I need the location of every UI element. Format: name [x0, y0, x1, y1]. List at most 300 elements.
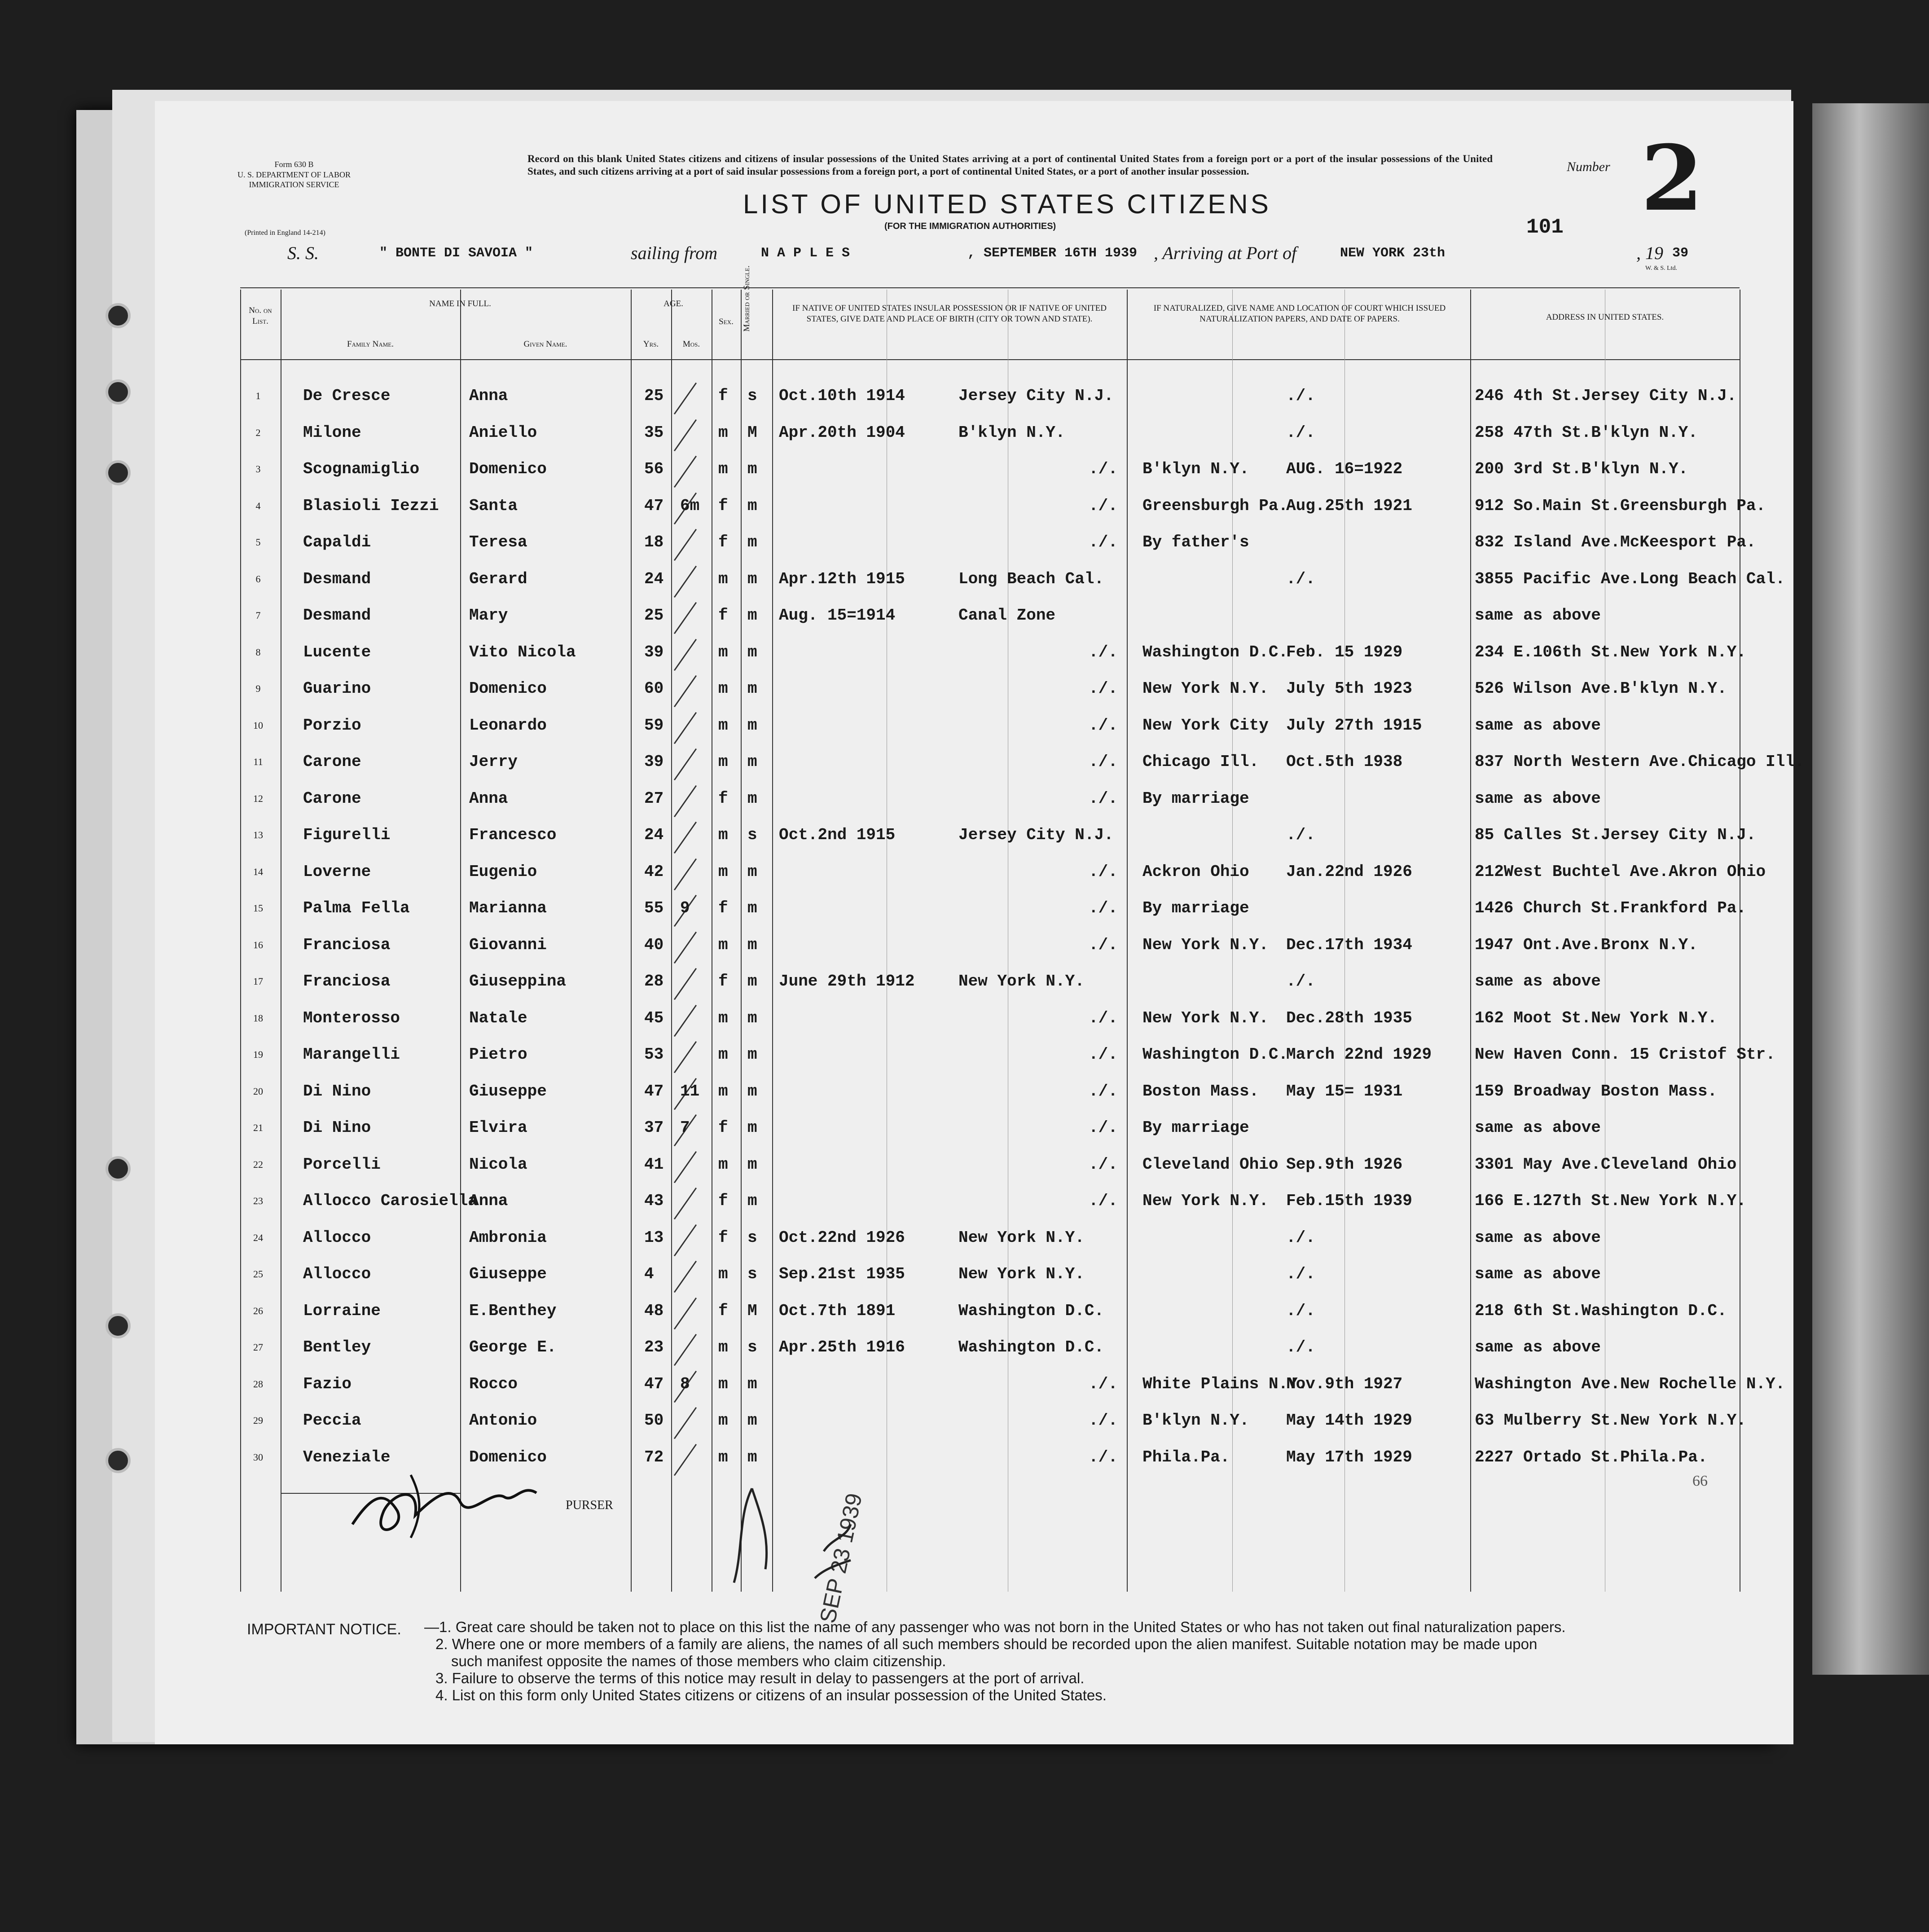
court-location: White Plains N.Y. — [1142, 1374, 1308, 1393]
table-row — [155, 1262, 1793, 1299]
row-number: 4 — [255, 500, 261, 511]
given-name: Giuseppe — [469, 1082, 547, 1100]
given-name: Natale — [469, 1008, 527, 1027]
table-top-rule — [240, 287, 1740, 288]
marital-status: m — [747, 1192, 757, 1210]
address: 162 Moot St.New York N.Y. — [1475, 1008, 1718, 1027]
court-location: Ackron Ohio — [1142, 862, 1249, 881]
birth-date: Oct.2nd 1915 — [779, 826, 896, 844]
purser-label: PURSER — [566, 1498, 613, 1512]
naturalization-date: Dec.28th 1935 — [1286, 1008, 1412, 1027]
naturalization-date: May 14th 1929 — [1286, 1411, 1412, 1430]
table-row — [155, 1299, 1793, 1336]
table-row — [155, 896, 1793, 933]
age-years: 47 — [644, 1082, 664, 1100]
check-slash — [674, 712, 697, 744]
marital-status: M — [747, 423, 757, 442]
sex: m — [718, 1008, 728, 1027]
naturalization-date: July 27th 1915 — [1286, 716, 1422, 735]
sex: m — [718, 753, 728, 771]
row-number: 12 — [253, 792, 263, 804]
row-number: 1 — [255, 390, 261, 401]
marital-status: m — [747, 716, 757, 735]
marital-status: m — [747, 1045, 757, 1064]
check-slash — [674, 529, 697, 561]
marital-status: s — [747, 1228, 757, 1247]
naturalization-date: Feb.15th 1939 — [1286, 1192, 1412, 1210]
age-years: 47 — [644, 496, 664, 515]
given-name: Domenico — [469, 679, 547, 698]
row-number: 15 — [253, 902, 263, 914]
page-subtitle: (FOR THE IMMIGRATION AUTHORITIES) — [884, 221, 1056, 231]
address: New Haven Conn. 15 Cristof Str. — [1475, 1045, 1775, 1064]
marital-status: m — [747, 899, 757, 917]
table-row — [155, 713, 1793, 750]
ditto-mark: ./. — [1089, 1192, 1118, 1210]
marital-status: m — [747, 1448, 757, 1466]
col-sex: Sex. — [719, 317, 734, 326]
page-number: 66 — [1692, 1473, 1708, 1489]
given-name: Giuseppina — [469, 972, 567, 990]
address: 1426 Church St.Frankford Pa. — [1475, 899, 1746, 917]
given-name: Pietro — [469, 1045, 527, 1064]
naturalization-date: ./. — [1286, 387, 1315, 405]
family-name: Marangelli — [303, 1045, 400, 1064]
notice-2: 2. Where one or more members of a family are aliens, the names of all such members should be recorded upon the alien manifest. Suitable notation may be made upon — [435, 1636, 1538, 1652]
sex: m — [718, 569, 728, 588]
ditto-mark: ./. — [1089, 1155, 1118, 1174]
row-number: 14 — [253, 866, 263, 877]
age-years: 23 — [644, 1338, 664, 1356]
table-row — [155, 1153, 1793, 1189]
given-name: Eugenio — [469, 862, 537, 881]
address: 85 Calles St.Jersey City N.J. — [1475, 826, 1756, 844]
ship-name: " BONTE DI SAVOIA " — [379, 246, 533, 261]
birth-place: Washington D.C. — [958, 1338, 1104, 1356]
family-name: Porcelli — [303, 1155, 381, 1174]
year-label: , 19 — [1636, 243, 1663, 263]
inspector-initials — [716, 1461, 864, 1592]
given-name: Jerry — [469, 753, 518, 771]
sex: m — [718, 716, 728, 735]
row-number: 3 — [255, 463, 261, 475]
naturalization-date: Dec.17th 1934 — [1286, 935, 1412, 954]
check-slash — [674, 858, 697, 890]
binder-hole — [105, 460, 131, 485]
ditto-mark: ./. — [1089, 716, 1118, 735]
row-number: 18 — [253, 1012, 263, 1024]
marital-status: s — [747, 1265, 757, 1283]
row-number: 23 — [253, 1195, 263, 1206]
address: 526 Wilson Ave.B'klyn N.Y. — [1475, 679, 1727, 698]
check-slash — [674, 822, 697, 854]
address: 246 4th St.Jersey City N.J. — [1475, 387, 1737, 405]
marital-status: s — [747, 826, 757, 844]
family-name: Guarino — [303, 679, 371, 698]
sex: m — [718, 826, 728, 844]
ditto-mark: ./. — [1089, 1374, 1118, 1393]
sex: m — [718, 935, 728, 954]
table-row — [155, 969, 1793, 1006]
ditto-mark: ./. — [1089, 753, 1118, 771]
sex: m — [718, 1411, 728, 1430]
family-name: Bentley — [303, 1338, 371, 1356]
table-row — [155, 1335, 1793, 1372]
col-address: ADDRESS IN UNITED STATES. — [1546, 312, 1664, 322]
address: 832 Island Ave.McKeesport Pa. — [1475, 533, 1756, 551]
court-location: New York City — [1142, 716, 1269, 735]
row-number: 30 — [253, 1451, 263, 1463]
address: same as above — [1475, 1338, 1601, 1356]
marital-status: m — [747, 679, 757, 698]
address: same as above — [1475, 1118, 1601, 1137]
check-slash — [674, 675, 697, 707]
row-number: 19 — [253, 1049, 263, 1060]
family-name: Franciosa — [303, 935, 391, 954]
sex: m — [718, 423, 728, 442]
sex: f — [718, 972, 728, 990]
given-name: Domenico — [469, 1448, 547, 1466]
sex: f — [718, 1118, 728, 1137]
ship-prefix: S. S. — [287, 243, 319, 263]
row-number: 7 — [255, 610, 261, 621]
address: 159 Broadway Boston Mass. — [1475, 1082, 1718, 1100]
check-slash — [674, 1334, 697, 1366]
sex: f — [718, 606, 728, 625]
year-value: 39 — [1672, 246, 1689, 261]
row-number: 24 — [253, 1232, 263, 1243]
address: same as above — [1475, 1228, 1601, 1247]
birth-date: Apr.20th 1904 — [779, 423, 905, 442]
check-slash — [674, 1443, 697, 1475]
given-name: Vito Nicola — [469, 643, 576, 661]
service: IMMIGRATION SERVICE — [249, 180, 339, 189]
naturalization-date: ./. — [1286, 972, 1315, 990]
given-name: Mary — [469, 606, 508, 625]
check-slash — [674, 565, 697, 597]
age-years: 4 — [644, 1265, 654, 1283]
birth-place: Washington D.C. — [958, 1301, 1104, 1320]
col-age: AGE. — [664, 299, 683, 308]
check-slash — [674, 1297, 697, 1329]
age-months: 7 — [680, 1118, 690, 1137]
age-years: 45 — [644, 1008, 664, 1027]
sex: f — [718, 1228, 728, 1247]
table-row — [155, 750, 1805, 787]
sex: m — [718, 1448, 728, 1466]
address: 1947 Ont.Ave.Bronx N.Y. — [1475, 935, 1698, 954]
table-row — [155, 1043, 1793, 1079]
marital-status: m — [747, 789, 757, 808]
naturalization-date: Jan.22nd 1926 — [1286, 862, 1412, 881]
family-name: Scognamiglio — [303, 460, 420, 478]
age-years: 72 — [644, 1448, 664, 1466]
sex: m — [718, 1082, 728, 1100]
birth-date: Oct.10th 1914 — [779, 387, 905, 405]
family-name: Palma Fella — [303, 899, 410, 917]
court-location: Boston Mass. — [1142, 1082, 1259, 1100]
age-years: 24 — [644, 569, 664, 588]
notice-4: 4. List on this form only United States citizens or citizens of an insular possession of the United States. — [435, 1687, 1107, 1703]
given-name: Aniello — [469, 423, 537, 442]
naturalization-date: ./. — [1286, 1265, 1315, 1283]
given-name: Ambronia — [469, 1228, 547, 1247]
row-number: 25 — [253, 1268, 263, 1280]
marital-status: m — [747, 496, 757, 515]
family-name: Veneziale — [303, 1448, 391, 1466]
given-name: Santa — [469, 496, 518, 515]
arriving-label: , Arriving at Port of — [1154, 243, 1297, 263]
family-name: Desmand — [303, 569, 371, 588]
court-location: By marriage — [1142, 899, 1249, 917]
row-number: 10 — [253, 719, 263, 731]
row-number: 29 — [253, 1415, 263, 1426]
sex: f — [718, 1192, 728, 1210]
family-name: Carone — [303, 789, 361, 808]
age-years: 25 — [644, 387, 664, 405]
col-naturalized: IF NATURALIZED, GIVE NAME AND LOCATION OF COURT WHICH ISSUED NATURALIZATION PAPERS, AND DATE OF PAPERS. — [1153, 304, 1446, 324]
sex: f — [718, 789, 728, 808]
table-row — [155, 860, 1793, 897]
row-number: 26 — [253, 1305, 263, 1316]
age-years: 39 — [644, 643, 664, 661]
naturalization-date: Sep.9th 1926 — [1286, 1155, 1403, 1174]
age-years: 18 — [644, 533, 664, 551]
family-name: Porzio — [303, 716, 361, 735]
sex: m — [718, 1155, 728, 1174]
marital-status: m — [747, 569, 757, 588]
family-name: Allocco — [303, 1228, 371, 1247]
family-name: Milone — [303, 423, 361, 442]
given-name: Gerard — [469, 569, 527, 588]
address: 912 So.Main St.Greensburgh Pa. — [1475, 496, 1766, 515]
notice-2-cont: such manifest opposite the names of those members who claim citizenship. — [451, 1653, 946, 1669]
age-years: 13 — [644, 1228, 664, 1247]
court-location: New York N.Y. — [1142, 1008, 1269, 1027]
family-name: Allocco Carosiella — [303, 1192, 478, 1210]
check-slash — [674, 1188, 697, 1219]
age-years: 60 — [644, 679, 664, 698]
col-no: No. on List. — [249, 306, 272, 326]
court-location: Phila.Pa. — [1142, 1448, 1230, 1466]
binder-hole — [105, 1313, 131, 1338]
marital-status: M — [747, 1301, 757, 1320]
row-number: 17 — [253, 976, 263, 987]
arriving-port: NEW YORK 23th — [1340, 246, 1446, 261]
row-number: 22 — [253, 1158, 263, 1170]
table-row — [155, 457, 1793, 494]
given-name: Nicola — [469, 1155, 527, 1174]
naturalization-date: Aug.25th 1921 — [1286, 496, 1412, 515]
row-number: 16 — [253, 939, 263, 951]
check-slash — [674, 931, 697, 963]
naturalization-date: July 5th 1923 — [1286, 679, 1412, 698]
age-years: 25 — [644, 606, 664, 625]
family-name: Franciosa — [303, 972, 391, 990]
check-slash — [674, 1224, 697, 1256]
printer-mark: W. & S. Ltd. — [1645, 265, 1678, 272]
given-name: Leonardo — [469, 716, 547, 735]
number-value: 2 — [1641, 126, 1704, 231]
ditto-mark: ./. — [1089, 1411, 1118, 1430]
age-years: 37 — [644, 1118, 664, 1137]
stamp-101: 101 — [1526, 216, 1564, 239]
naturalization-date: ./. — [1286, 1301, 1315, 1320]
table-row — [155, 421, 1793, 458]
birth-place: Long Beach Cal. — [958, 569, 1104, 588]
family-name: Loverne — [303, 862, 371, 881]
birth-place: Jersey City N.J. — [958, 826, 1114, 844]
marital-status: m — [747, 1155, 757, 1174]
age-years: 48 — [644, 1301, 664, 1320]
sex: f — [718, 899, 728, 917]
court-location: Cleveland Ohio — [1142, 1155, 1279, 1174]
court-location: By father's — [1142, 533, 1249, 551]
age-years: 42 — [644, 862, 664, 881]
naturalization-date: AUG. 16=1922 — [1286, 460, 1403, 478]
table-row — [155, 787, 1793, 823]
ditto-mark: ./. — [1089, 1008, 1118, 1027]
notice-3: 3. Failure to observe the terms of this notice may result in delay to passengers at the port of arrival. — [435, 1670, 1085, 1686]
age-years: 50 — [644, 1411, 664, 1430]
sex: f — [718, 387, 728, 405]
marital-status: m — [747, 1374, 757, 1393]
address: same as above — [1475, 716, 1601, 735]
age-years: 43 — [644, 1192, 664, 1210]
given-name: George E. — [469, 1338, 557, 1356]
sex: f — [718, 533, 728, 551]
naturalization-date: May 15= 1931 — [1286, 1082, 1403, 1100]
family-name: Di Nino — [303, 1082, 371, 1100]
sex: m — [718, 1045, 728, 1064]
purser-signature — [343, 1457, 577, 1547]
check-slash — [674, 383, 697, 414]
row-number: 20 — [253, 1085, 263, 1097]
ditto-mark: ./. — [1089, 679, 1118, 698]
row-number: 27 — [253, 1342, 263, 1353]
table-row — [155, 1372, 1793, 1409]
table-row — [155, 567, 1793, 604]
address: same as above — [1475, 606, 1601, 625]
check-slash — [674, 1004, 697, 1036]
check-slash — [674, 1041, 697, 1073]
given-name: Domenico — [469, 460, 547, 478]
family-name: Monterosso — [303, 1008, 400, 1027]
given-name: Elvira — [469, 1118, 527, 1137]
sailing-label: sailing from — [631, 243, 717, 263]
check-slash — [674, 638, 697, 670]
court-location: Chicago Ill. — [1142, 753, 1259, 771]
address: same as above — [1475, 1265, 1601, 1283]
page-title: LIST OF UNITED STATES CITIZENS — [743, 189, 1271, 219]
naturalization-date: May 17th 1929 — [1286, 1448, 1412, 1466]
given-name: Teresa — [469, 533, 527, 551]
age-years: 59 — [644, 716, 664, 735]
row-number: 2 — [255, 427, 261, 438]
address: same as above — [1475, 789, 1601, 808]
marital-status: m — [747, 753, 757, 771]
age-years: 35 — [644, 423, 664, 442]
given-name: Anna — [469, 789, 508, 808]
given-name: Marianna — [469, 899, 547, 917]
table-row — [155, 494, 1793, 531]
table-row — [155, 933, 1793, 970]
check-slash — [674, 785, 697, 817]
given-name: Giuseppe — [469, 1265, 547, 1283]
sex: m — [718, 1265, 728, 1283]
marital-status: m — [747, 1118, 757, 1137]
marital-status: m — [747, 643, 757, 661]
birth-date: June 29th 1912 — [779, 972, 915, 990]
age-years: 39 — [644, 753, 664, 771]
instructions: Record on this blank United States citizens and citizens of insular possessions of the United States arriving at a port of continental United States from a foreign port or a port of the insular possessions of the United States, and such citizens arriving at a port of said insular possessions from a foreign port, a port of continental United States, or a port of another insular possession. — [527, 153, 1493, 177]
age-years: 40 — [644, 935, 664, 954]
ditto-mark: ./. — [1089, 1082, 1118, 1100]
birth-place: New York N.Y. — [958, 1265, 1085, 1283]
marital-status: m — [747, 606, 757, 625]
naturalization-date: Nov.9th 1927 — [1286, 1374, 1403, 1393]
given-name: Rocco — [469, 1374, 518, 1393]
court-location: Washington D.C. — [1142, 1045, 1288, 1064]
birth-date: Aug. 15=1914 — [779, 606, 896, 625]
family-name: Di Nino — [303, 1118, 371, 1137]
table-row — [155, 1116, 1793, 1153]
check-slash — [674, 419, 697, 451]
address: 212West Buchtel Ave.Akron Ohio — [1475, 862, 1766, 881]
department: U. S. DEPARTMENT OF LABOR — [237, 170, 351, 179]
address: 3301 May Ave.Cleveland Ohio — [1475, 1155, 1737, 1174]
age-years: 28 — [644, 972, 664, 990]
sex: f — [718, 1301, 728, 1320]
court-location: By marriage — [1142, 789, 1249, 808]
ditto-mark: ./. — [1089, 1118, 1118, 1137]
check-slash — [674, 602, 697, 634]
table-row — [155, 640, 1793, 677]
marital-status: m — [747, 460, 757, 478]
birth-date: Oct.7th 1891 — [779, 1301, 896, 1320]
birth-place: New York N.Y. — [958, 972, 1085, 990]
age-years: 41 — [644, 1155, 664, 1174]
ditto-mark: ./. — [1089, 460, 1118, 478]
family-name: Lorraine — [303, 1301, 381, 1320]
age-months: 6m — [680, 496, 700, 515]
naturalization-date: Feb. 15 1929 — [1286, 643, 1403, 661]
ditto-mark: ./. — [1089, 789, 1118, 808]
given-name: Francesco — [469, 826, 557, 844]
marital-status: s — [747, 387, 757, 405]
address: 63 Mulberry St.New York N.Y. — [1475, 1411, 1746, 1430]
table-row — [155, 1226, 1793, 1263]
row-number: 5 — [255, 537, 261, 548]
address: same as above — [1475, 972, 1601, 990]
age-years: 47 — [644, 1374, 664, 1393]
ditto-mark: ./. — [1089, 862, 1118, 881]
sailing-from: N A P L E S — [761, 246, 850, 261]
naturalization-date: ./. — [1286, 423, 1315, 442]
naturalization-date: ./. — [1286, 1228, 1315, 1247]
col-married: Married or Single. — [742, 265, 751, 332]
family-name: Allocco — [303, 1265, 371, 1283]
ditto-mark: ./. — [1089, 1448, 1118, 1466]
address: 218 6th St.Washington D.C. — [1475, 1301, 1727, 1320]
sex: m — [718, 862, 728, 881]
family-name: Capaldi — [303, 533, 371, 551]
table-row — [155, 1079, 1793, 1116]
court-location: New York N.Y. — [1142, 1192, 1269, 1210]
number-label: Number — [1567, 159, 1610, 174]
birth-place: Canal Zone — [958, 606, 1056, 625]
sailing-date: , SEPTEMBER 16TH 1939 — [967, 246, 1138, 261]
